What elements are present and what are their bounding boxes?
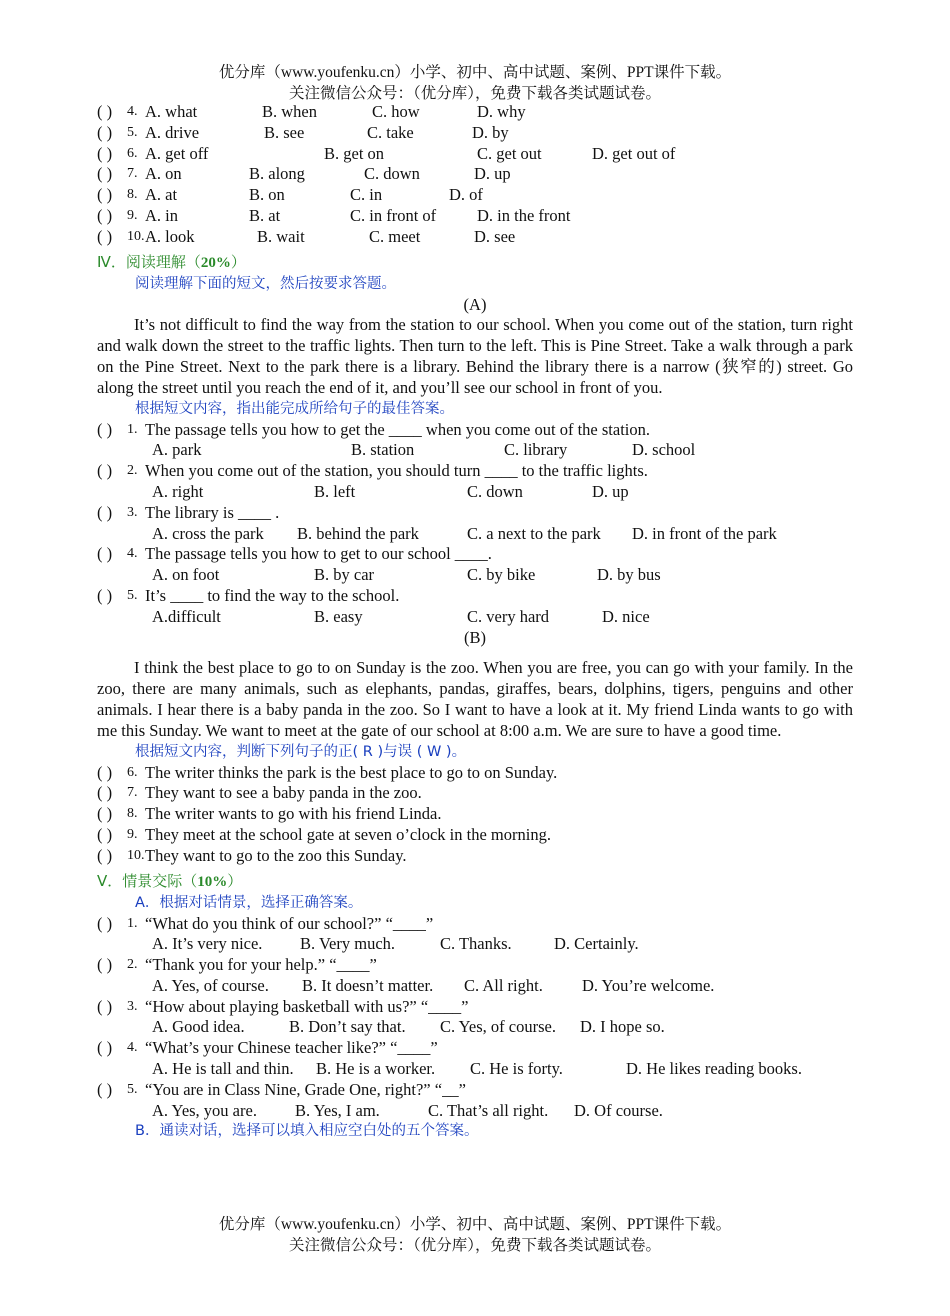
option-row	[97, 565, 853, 586]
reading-instruction: 阅读理解下面的短文，然后按要求答题。	[135, 275, 396, 292]
question-number: 5.	[127, 587, 138, 603]
passage-a-label: (A)	[463, 294, 487, 314]
passage-a-instruction: 根据短文内容，指出能完成所给句子的最佳答案。	[135, 400, 454, 417]
option-row	[97, 524, 853, 545]
cloze-question	[97, 227, 853, 248]
option: B. at	[249, 205, 281, 225]
option: D. He likes reading books.	[626, 1059, 802, 1079]
option: C. meet	[369, 226, 421, 246]
answer-blank: ( )	[97, 804, 113, 824]
question-text: When you come out of the station, you should turn ____ to the traffic lights.	[145, 461, 648, 481]
option-row	[97, 607, 853, 628]
answer-blank: ( )	[97, 1079, 113, 1099]
dialog-question	[97, 1038, 853, 1059]
question-text: The library is ____ .	[145, 502, 280, 522]
answer-blank: ( )	[97, 762, 113, 782]
option: D. up	[474, 164, 511, 184]
dialog-question	[97, 955, 853, 976]
passage-a-questions	[97, 420, 853, 628]
answer-blank: ( )	[97, 419, 113, 439]
option: D. I hope so.	[580, 1017, 665, 1037]
answer-blank: ( )	[97, 824, 113, 844]
cloze-question	[97, 144, 853, 165]
dialog-instruction-a: A．根据对话情景，选择正确答案。	[135, 894, 363, 911]
question-text: “What do you think of our school?” “____”	[145, 913, 434, 933]
answer-blank: ( )	[97, 502, 113, 522]
true-false-question	[97, 825, 853, 846]
passage-b-questions	[97, 763, 853, 867]
option: C. That’s all right.	[428, 1100, 549, 1120]
reading-question	[97, 586, 853, 607]
option-row	[97, 440, 853, 461]
answer-blank: ( )	[97, 913, 113, 933]
dialog-questions	[97, 914, 853, 1122]
question-number: 3.	[127, 504, 138, 520]
answer-blank: ( )	[97, 185, 113, 205]
option: B. wait	[257, 226, 305, 246]
option: A. get off	[145, 143, 209, 163]
option: B. behind the park	[297, 523, 419, 543]
page-header	[0, 62, 950, 104]
option-row	[97, 934, 853, 955]
footer-line-2: 关注微信公众号：（优分库），免费下载各类试题试卷。	[288, 1237, 661, 1254]
option: B. Very much.	[300, 934, 396, 954]
option: C. take	[367, 122, 414, 142]
option: D. why	[477, 102, 526, 121]
passage-b-text: I think the best place to go to on Sunday is the zoo. When you are free, you can go with your family. In the zoo, there are many animals, such as elephants, pandas, giraffes, bears, dolphins, tigers, penguins and other animals. I hear there is a baby panda in the zoo. So I want to have a look at it. My friend Linda wants to go with me this Sunday. We want to meet at the gate of our school at 8:00 a.m. We are sure to have a good time.	[97, 658, 853, 740]
option: A. on	[145, 164, 182, 184]
reading-section-title: Ⅳ．阅读理解（20%）	[97, 252, 246, 271]
option: A. what	[145, 102, 198, 121]
option: A. right	[152, 481, 204, 501]
dialog-section-title: Ⅴ．情景交际（10%）	[97, 871, 243, 890]
cloze-question	[97, 185, 853, 206]
option-row	[97, 1017, 853, 1038]
answer-blank: ( )	[97, 1038, 113, 1058]
question-text: “How about playing basketball with us?” “____”	[145, 996, 469, 1016]
option: D. Of course.	[574, 1100, 663, 1120]
question-text: It’s ____ to find the way to the school.	[145, 585, 400, 605]
question-text: The passage tells you how to get the ____ when you come out of the station.	[145, 419, 650, 439]
option: B. see	[264, 122, 305, 142]
option: C. Thanks.	[440, 934, 512, 954]
question-number: 4.	[127, 104, 138, 119]
option: B. on	[249, 185, 285, 205]
question-number: 6.	[127, 764, 138, 780]
question-number: 10.	[127, 228, 145, 244]
answer-blank: ( )	[97, 143, 113, 163]
passage-b-instruction: 根据短文内容，判断下列句子的正( R )与误 ( W )。	[135, 743, 467, 760]
header-line-2: 关注微信公众号：（优分库），免费下载各类试题试卷。	[288, 85, 661, 102]
option: C. a next to the park	[467, 523, 601, 543]
true-false-question	[97, 804, 853, 825]
option-row	[97, 482, 853, 503]
question-number: 1.	[127, 421, 138, 437]
question-number: 10.	[127, 847, 145, 863]
exam-content	[97, 102, 853, 1142]
option: B. It doesn’t matter.	[302, 975, 434, 995]
option: B. along	[249, 164, 305, 184]
reading-question	[97, 544, 853, 565]
true-false-question	[97, 846, 853, 867]
answer-blank: ( )	[97, 996, 113, 1016]
question-text: The writer thinks the park is the best place to go to on Sunday.	[145, 762, 558, 782]
option: A. Yes, you are.	[152, 1100, 257, 1120]
option: A. cross the park	[152, 523, 264, 543]
option: C. by bike	[467, 565, 536, 585]
question-number: 4.	[127, 1040, 138, 1056]
question-number: 7.	[127, 785, 138, 801]
reading-question	[97, 420, 853, 441]
option: C. down	[364, 164, 420, 184]
answer-blank: ( )	[97, 955, 113, 975]
option: A. on foot	[152, 565, 220, 585]
option: D. school	[632, 440, 696, 460]
option-row	[97, 1059, 853, 1080]
header-line-1: 优分库（www.youfenku.cn）小学、初中、高中试题、案例、PPT课件下载。	[218, 64, 732, 81]
question-text: They want to go to the zoo this Sunday.	[145, 845, 407, 865]
question-number: 6.	[127, 145, 138, 161]
option: C. in	[350, 185, 383, 205]
reading-question	[97, 503, 853, 524]
answer-blank: ( )	[97, 461, 113, 481]
option: A.difficult	[152, 606, 221, 626]
answer-blank: ( )	[97, 544, 113, 564]
option: D. up	[592, 481, 629, 501]
option: D. get out of	[592, 143, 676, 163]
option: C. how	[372, 102, 420, 121]
question-number: 5.	[127, 124, 138, 140]
question-number: 2.	[127, 463, 138, 479]
question-number: 7.	[127, 166, 138, 182]
answer-blank: ( )	[97, 205, 113, 225]
option: B. station	[351, 440, 415, 460]
option: A. He is tall and thin.	[152, 1059, 294, 1079]
option: A. at	[145, 185, 178, 205]
option: B. easy	[314, 606, 363, 626]
passage-a-text: It’s not difficult to find the way from the station to our school. When you come out of the station, turn right and walk down the street to the traffic lights. Then turn to the left. This is Pine Street. Take a walk through a park on the Pine Street. Next to the park there is a library. Behind the library there is a narrow (狭窄的) street. Go along the street until you reach the end of it, and you’ll see our school in front of you.	[97, 315, 853, 397]
option: B. get on	[324, 143, 385, 163]
option: D. see	[474, 226, 516, 246]
answer-blank: ( )	[97, 102, 113, 121]
dialog-question	[97, 1080, 853, 1101]
question-number: 2.	[127, 957, 138, 973]
option: D. by	[472, 122, 509, 142]
footer-line-1: 优分库（www.youfenku.cn）小学、初中、高中试题、案例、PPT课件下载。	[218, 1216, 732, 1233]
option: C. very hard	[467, 606, 550, 626]
cloze-question	[97, 206, 853, 227]
dialog-question	[97, 997, 853, 1018]
answer-blank: ( )	[97, 845, 113, 865]
passage-b-label: (B)	[464, 627, 486, 647]
question-number: 4.	[127, 546, 138, 562]
option: B. He is a worker.	[316, 1059, 436, 1079]
question-text: The writer wants to go with his friend Linda.	[145, 804, 442, 824]
option: B. when	[262, 102, 317, 121]
option: B. Yes, I am.	[295, 1100, 380, 1120]
cloze-question	[97, 123, 853, 144]
option-row	[97, 976, 853, 997]
option: D. in front of the park	[632, 523, 777, 543]
option: D. You’re welcome.	[582, 975, 715, 995]
option: A. look	[145, 226, 195, 246]
option: D. by bus	[597, 565, 661, 585]
true-false-question	[97, 783, 853, 804]
question-text: “Thank you for your help.” “____”	[145, 955, 377, 975]
question-number: 3.	[127, 998, 138, 1014]
option: C. He is forty.	[470, 1059, 563, 1079]
dialog-instruction-b: B．通读对话，选择可以填入相应空白处的五个答案。	[135, 1123, 479, 1140]
option: A. Yes, of course.	[152, 975, 269, 995]
option: A. in	[145, 205, 178, 225]
option: A. It’s very nice.	[152, 934, 263, 954]
answer-blank: ( )	[97, 226, 113, 246]
option: C. get out	[477, 143, 542, 163]
option: C. Yes, of course.	[440, 1017, 556, 1037]
answer-blank: ( )	[97, 164, 113, 184]
option: A. drive	[145, 122, 200, 142]
answer-blank: ( )	[97, 783, 113, 803]
question-text: The passage tells you how to get to our school ____.	[145, 544, 492, 564]
option: D. of	[449, 185, 483, 205]
option: C. All right.	[464, 975, 543, 995]
option-row	[97, 1101, 853, 1122]
answer-blank: ( )	[97, 585, 113, 605]
true-false-question	[97, 763, 853, 784]
dialog-question	[97, 914, 853, 935]
question-number: 9.	[127, 826, 138, 842]
option: A. Good idea.	[152, 1017, 245, 1037]
question-text: They meet at the school gate at seven o’clock in the morning.	[145, 824, 551, 844]
cloze-question	[97, 164, 853, 185]
option: D. nice	[602, 606, 650, 626]
question-number: 1.	[127, 915, 138, 931]
cloze-options	[97, 102, 853, 248]
cloze-question	[97, 102, 853, 123]
option: C. in front of	[350, 205, 437, 225]
reading-question	[97, 461, 853, 482]
question-text: They want to see a baby panda in the zoo.	[145, 783, 422, 803]
option: A. park	[152, 440, 202, 460]
answer-blank: ( )	[97, 122, 113, 142]
option: D. Certainly.	[554, 934, 639, 954]
option: D. in the front	[477, 205, 571, 225]
option: C. library	[504, 440, 568, 460]
option: B. Don’t say that.	[289, 1017, 406, 1037]
question-text: “What’s your Chinese teacher like?” “____”	[145, 1038, 438, 1058]
option: B. by car	[314, 565, 375, 585]
option: C. down	[467, 481, 523, 501]
question-number: 8.	[127, 806, 138, 822]
question-number: 8.	[127, 187, 138, 203]
question-number: 9.	[127, 207, 138, 223]
question-text: “You are in Class Nine, Grade One, right?” “__”	[145, 1079, 466, 1099]
page-footer	[0, 1214, 950, 1256]
question-number: 5.	[127, 1081, 138, 1097]
option: B. left	[314, 481, 356, 501]
